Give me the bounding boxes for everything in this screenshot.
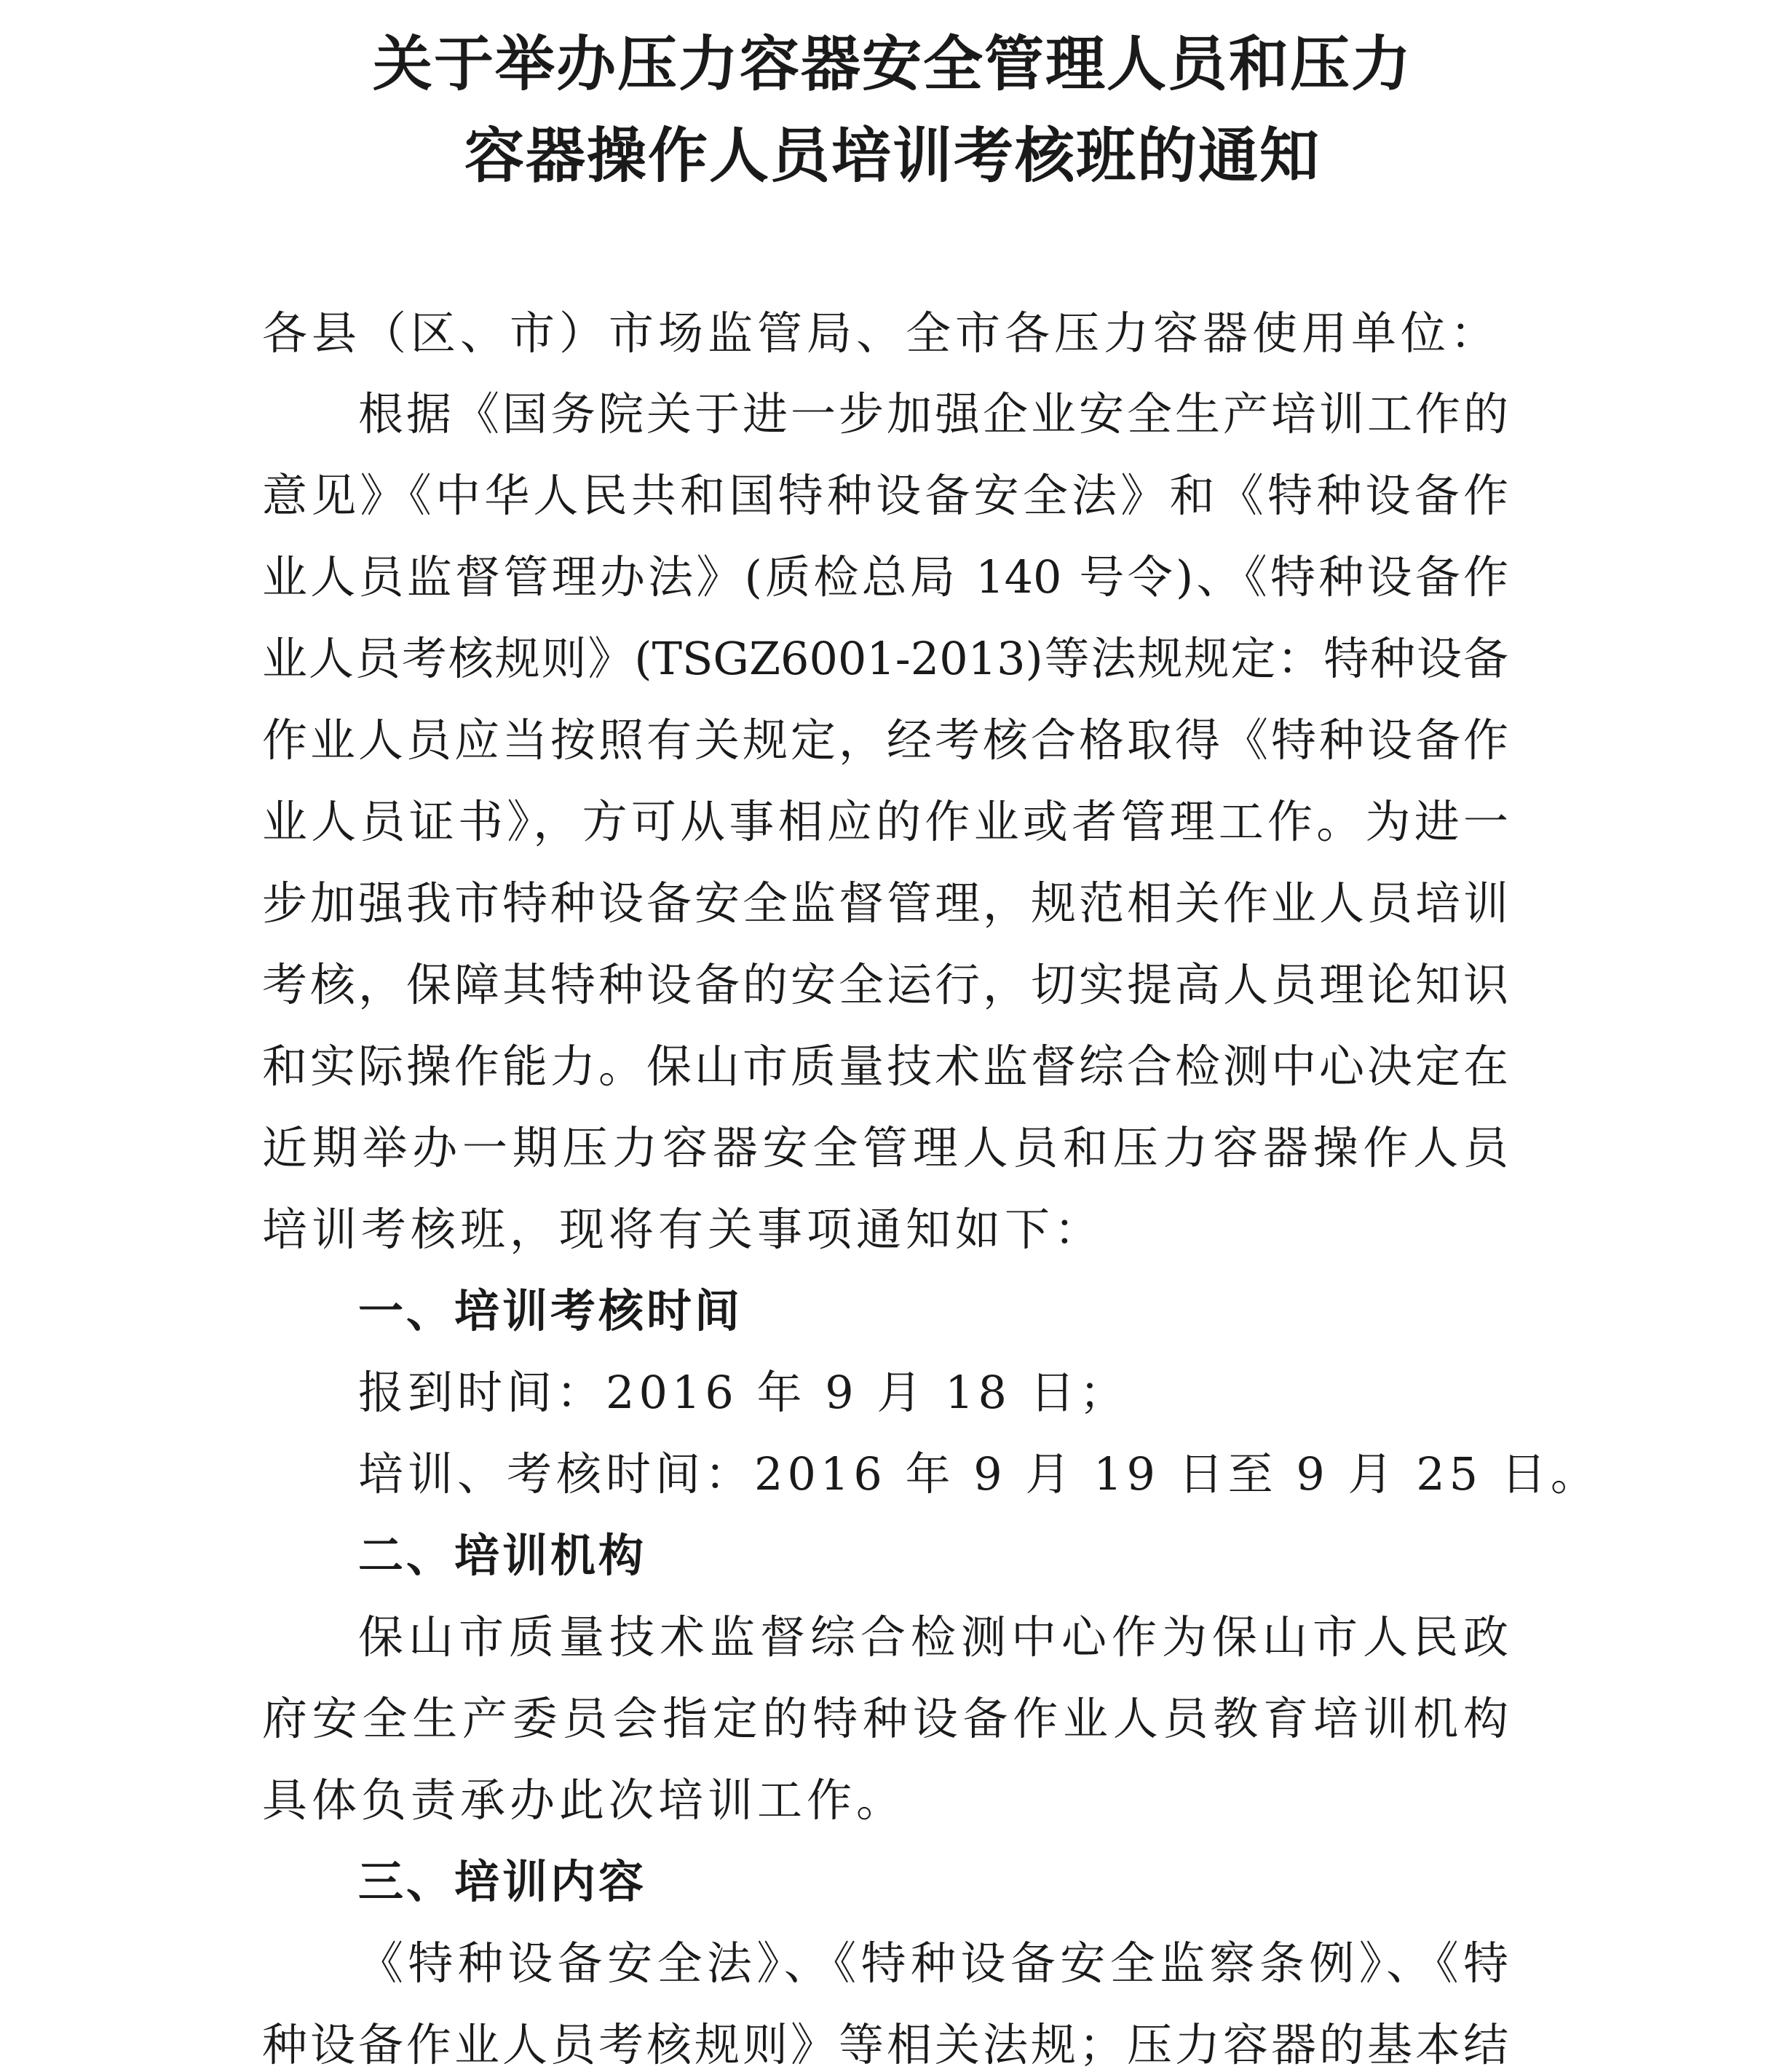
intro-line: 业人员监督管理办法》(质检总局 140 号令)、《特种设备作: [262, 550, 1508, 604]
intro-line: 近期举办一期压力容器安全管理人员和压力容器操作人员: [262, 1121, 1508, 1174]
intro-line: 步加强我市特种设备安全监督管理，规范相关作业人员培训: [262, 877, 1508, 930]
intro-line: 根据《国务院关于进一步加强企业安全生产培训工作的: [358, 387, 1508, 440]
content-line: 种设备作业人员考核规则》等相关法规；压力容器的基本结: [262, 2018, 1508, 2071]
intro-line: 作业人员应当按照有关规定，经考核合格取得《特种设备作: [262, 713, 1508, 767]
section-heading-schedule: 一、培训考核时间: [358, 1284, 743, 1337]
notice-title-line-1: 关于举办压力容器安全管理人员和压力: [372, 30, 1412, 99]
intro-line: 业人员考核规则》(TSGZ6001-2013)等法规规定：特种设备: [262, 632, 1508, 685]
intro-line: 考核，保障其特种设备的安全运行，切实提高人员理论知识: [262, 958, 1508, 1011]
training-time: 培训、考核时间：2016 年 9 月 19 日至 9 月 25 日。: [358, 1447, 1600, 1500]
intro-line: 和实际操作能力。保山市质量技术监督综合检测中心决定在: [262, 1040, 1508, 1093]
intro-line: 意见》《中华人民共和国特种设备安全法》和《特种设备作: [262, 469, 1508, 522]
notice-title-line-2: 容器操作人员培训考核班的通知: [464, 122, 1321, 191]
institution-line: 具体负责承办此次培训工作。: [262, 1774, 906, 1827]
section-heading-institution: 二、培训机构: [358, 1529, 647, 1582]
institution-line: 府安全生产委员会指定的特种设备作业人员教育培训机构: [262, 1692, 1508, 1745]
institution-line: 保山市质量技术监督综合检测中心作为保山市人民政: [358, 1610, 1508, 1664]
intro-line: 业人员证书》，方可从事相应的作业或者管理工作。为进一: [262, 795, 1508, 848]
report-time: 报到时间：2016 年 9 月 18 日；: [358, 1366, 1129, 1419]
intro-line: 培训考核班，现将有关事项通知如下：: [262, 1203, 1104, 1256]
salutation: 各县（区、市）市场监管局、全市各压力容器使用单位：: [262, 307, 1500, 360]
section-heading-content: 三、培训内容: [358, 1855, 647, 1908]
content-line: 《特种设备安全法》、《特种设备安全监察条例》、《特: [358, 1937, 1508, 1990]
